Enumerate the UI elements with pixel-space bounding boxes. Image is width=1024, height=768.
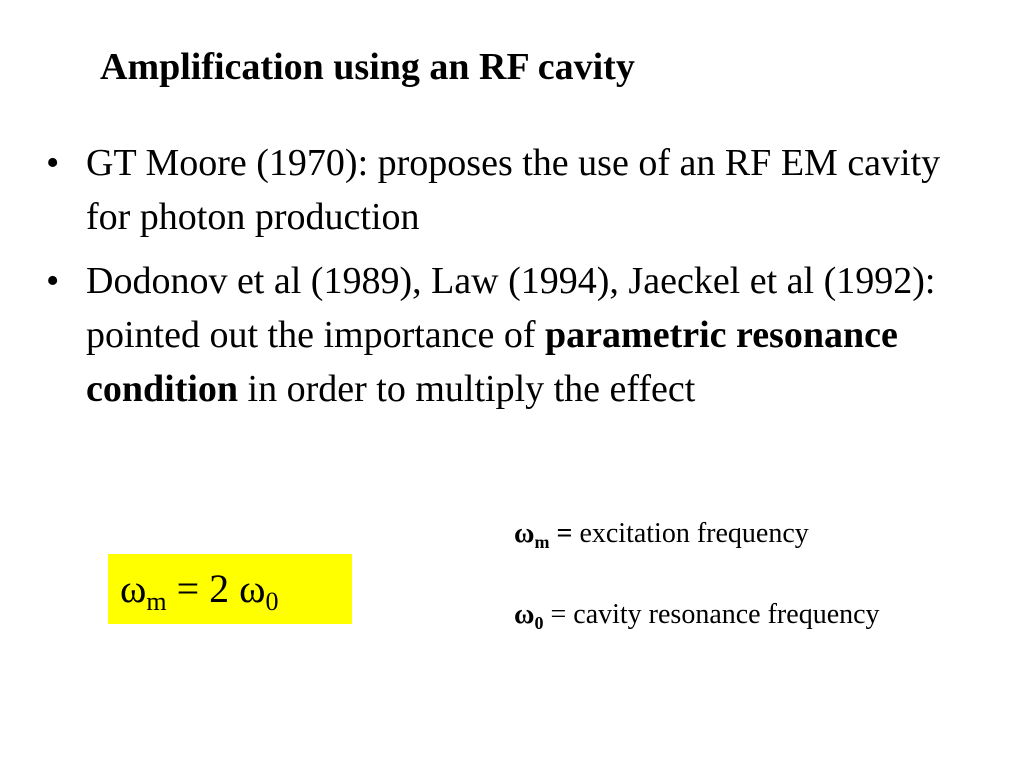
legend-sub: 0: [534, 613, 544, 633]
legend-text: excitation frequency: [579, 518, 809, 549]
legend-symbol: ω: [514, 518, 535, 549]
resonance-equation-box: [108, 554, 352, 624]
bullet-text-moore: GT Moore (1970): proposes the use of an RF EM cavity for photon production: [86, 142, 941, 238]
bullet-item-dodonov: [46, 254, 946, 416]
slide-title: Amplification using an RF cavity: [100, 46, 635, 88]
legend-equals: =: [549, 518, 580, 549]
equation-sub-0: 0: [265, 587, 279, 616]
bullet-text-dodonov: [86, 260, 935, 410]
equation-omega: ω: [120, 566, 147, 611]
legend-sub: m: [534, 532, 550, 552]
legend-equals: =: [543, 599, 574, 630]
bullet-text-dodonov-bold: parametric resonance condition: [86, 314, 898, 410]
legend-symbol: ω: [514, 599, 535, 630]
legend-text: cavity resonance frequency: [573, 599, 880, 630]
bullet-item-moore: [46, 136, 946, 244]
legend-excitation-frequency: [514, 517, 809, 551]
bullet-text-dodonov-before: Dodonov et al (1989), Law (1994), Jaeckel et al (1992): pointed out the importance of: [86, 260, 936, 356]
equation-middle: = 2: [166, 566, 240, 611]
bullet-list: [46, 136, 946, 426]
bullet-text-dodonov-after: in order to multiply the effect: [238, 368, 696, 410]
equation-sub-m: m: [146, 587, 167, 616]
bullet-icon: •: [46, 260, 60, 302]
legend-cavity-resonance-frequency: [514, 598, 880, 632]
bullet-icon: •: [46, 142, 60, 184]
equation-omega-0: ω: [239, 566, 266, 611]
